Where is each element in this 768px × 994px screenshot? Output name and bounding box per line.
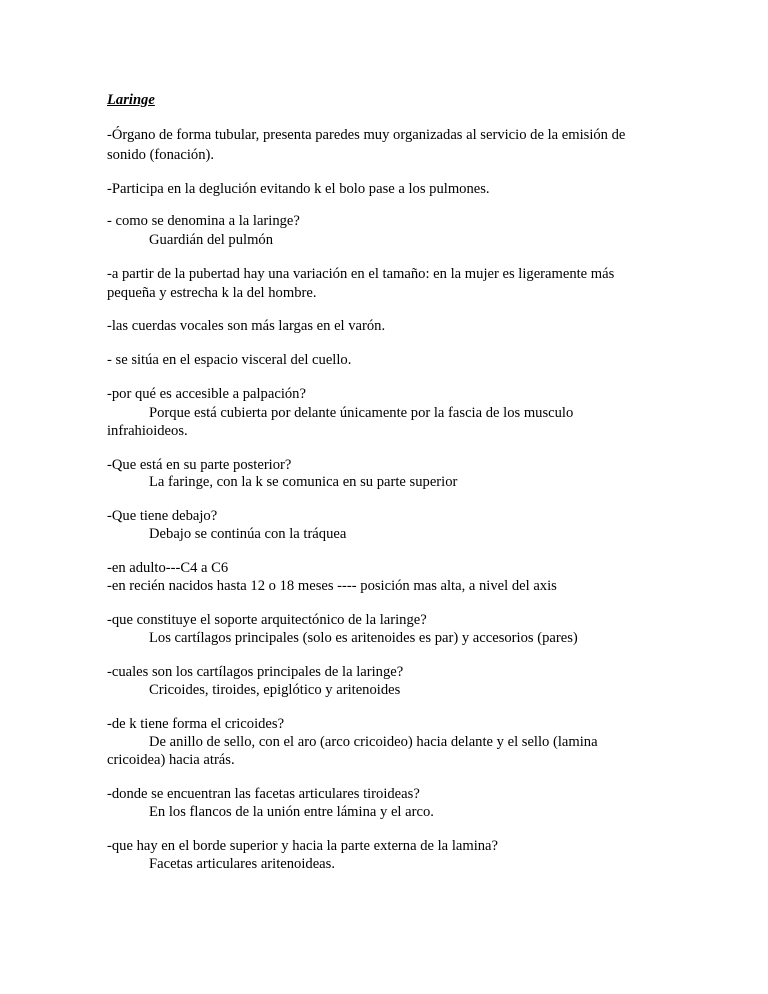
text-line: -a partir de la pubertad hay una variación en el tamaño: en la mujer es ligeramente más: [107, 266, 615, 282]
text-line: -en adulto---C4 a C6: [107, 560, 229, 576]
text-line: sonido (fonación).: [107, 147, 214, 163]
text-line-answer: Facetas articulares aritenoideas.: [149, 856, 335, 872]
text-line: -de k tiene forma el cricoides?: [107, 716, 285, 732]
text-line: -que hay en el borde superior y hacia la parte externa de la lamina?: [107, 838, 499, 854]
text-line-answer: Porque está cubierta por delante únicamente por la fascia de los musculo: [149, 405, 574, 421]
text-line: - como se denomina a la laringe?: [107, 213, 300, 229]
text-line-answer: Guardián del pulmón: [149, 232, 274, 248]
text-line-answer: Los cartílagos principales (solo es aritenoides es par) y accesorios (pares): [149, 630, 578, 646]
text-line: -Participa en la deglución evitando k el bolo pase a los pulmones.: [107, 181, 490, 197]
text-line-answer: La faringe, con la k se comunica en su parte superior: [149, 474, 458, 490]
text-line: -Que está en su parte posterior?: [107, 457, 292, 473]
text-line: - se sitúa en el espacio visceral del cuello.: [107, 352, 352, 368]
text-line: -las cuerdas vocales son más largas en el varón.: [107, 318, 386, 334]
text-line-answer: Cricoides, tiroides, epiglótico y aritenoides: [149, 682, 401, 698]
text-line: -en recién nacidos hasta 12 o 18 meses ---- posición mas alta, a nivel del axis: [107, 578, 557, 594]
text-line-answer: De anillo de sello, con el aro (arco cricoideo) hacia delante y el sello (lamina: [149, 734, 598, 750]
text-line: cricoidea) hacia atrás.: [107, 752, 235, 768]
text-line: infrahioideos.: [107, 423, 188, 439]
text-line: pequeña y estrecha k la del hombre.: [107, 285, 317, 301]
document-title: Laringe: [107, 92, 155, 108]
text-line: -Órgano de forma tubular, presenta paredes muy organizadas al servicio de la emisión de: [107, 127, 626, 143]
text-line: -Que tiene debajo?: [107, 508, 218, 524]
text-line: -cuales son los cartílagos principales de la laringe?: [107, 664, 404, 680]
text-line-answer: Debajo se continúa con la tráquea: [149, 526, 347, 542]
text-line: -por qué es accesible a palpación?: [107, 386, 306, 402]
text-line: -donde se encuentran las facetas articulares tiroideas?: [107, 786, 420, 802]
text-line-answer: En los flancos de la unión entre lámina y el arco.: [149, 804, 434, 820]
text-line: -que constituye el soporte arquitectónico de la laringe?: [107, 612, 427, 628]
